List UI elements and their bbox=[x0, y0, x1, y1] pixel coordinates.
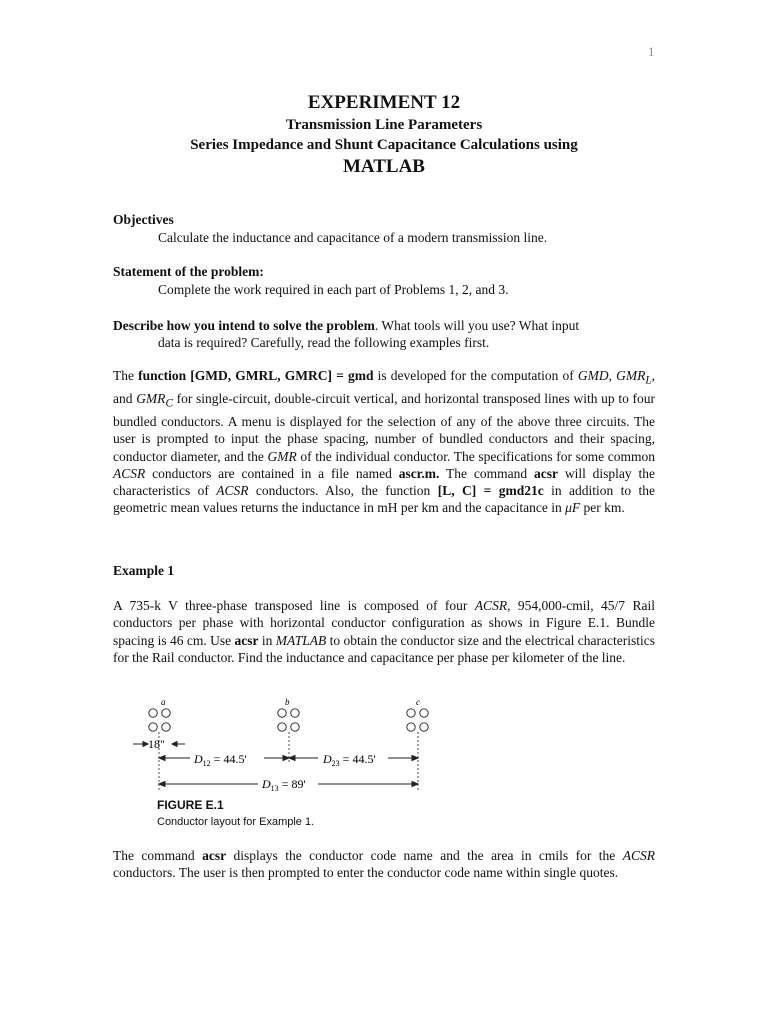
describe-paragraph bbox=[113, 317, 655, 352]
phase-label-c: c bbox=[416, 697, 420, 707]
d13-label: $D_{13} = 89'$ bbox=[262, 777, 306, 793]
subtitle-2: Series Impedance and Shunt Capacitance Calculations using bbox=[190, 137, 578, 153]
experiment-title: EXPERIMENT 12 bbox=[307, 92, 461, 113]
example-paragraph: A 735-k V three-phase transposed line is composed of four ACSR, 954,000-cmil, 45/7 Rail conductors per phase with horizontal conductor configuration as shows in Figure E.1. Bundle spacing is 46 cm. Use acsr in MATLAB to obtain the conductor size and the electrical characteristics for the Rail conductor. Find the inductance and capacitance per phase per kilometer of the line. bbox=[113, 598, 656, 665]
function-paragraph: The function [GMD, GMRL, GMRC] = gmd is developed for the computation of GMD, $GMR_L$, and $GMR_C$ for single-circuit, double-circuit vertical, and horizontal transposed lines with up to four bundled conductors. A menu is displayed for the selection of any of the above three circuits. The user is prompted to input the phase spacing, number of bundled conductors and their spacing, conductor diameter, and the GMR of the individual conductor. The specifications for some common ACSR conductors are contained in a file named ascr.m. The command acsr will display the characteristics of ACSR conductors. Also, the function [L, C] = gmd21c in addition to the geometric mean values returns the inductance in mH per km and the capacitance in μF per km. bbox=[113, 368, 656, 516]
statement-heading: Statement of the problem: bbox=[113, 264, 264, 279]
example-heading: Example 1 bbox=[113, 563, 175, 578]
conductor-bundle-c bbox=[407, 709, 428, 731]
describe-text-1: . What tools will you use? What input bbox=[374, 318, 580, 333]
page-number: 1 bbox=[648, 44, 655, 59]
phase-label-a: a bbox=[161, 697, 166, 707]
file-name: ascr.m. bbox=[398, 465, 440, 481]
d12-label: $D_{12} = 44.5'$ bbox=[194, 752, 247, 768]
subtitle-3: MATLAB bbox=[343, 156, 425, 177]
conductor-bundle-a bbox=[149, 709, 170, 731]
figure-subcaption: Conductor layout for Example 1. bbox=[157, 816, 315, 828]
objectives-heading: Objectives bbox=[113, 212, 174, 227]
conductor-layout-figure bbox=[130, 692, 450, 802]
describe-bold: Describe how you intend to solve the problem bbox=[113, 318, 375, 333]
gmd-function-signature: function [GMD, GMRL, GMRC] = gmd bbox=[138, 368, 374, 383]
d23-label: $D_{23} = 44.5'$ bbox=[323, 752, 376, 768]
gmd21c-signature: [L, C] = gmd21c bbox=[437, 483, 544, 499]
describe-text-2: data is required? Carefully, read the following examples first. bbox=[158, 335, 490, 351]
statement-text: Complete the work required in each part of Problems 1, 2, and 3. bbox=[158, 282, 509, 297]
objectives-text: Calculate the inductance and capacitance of a modern transmission line. bbox=[158, 230, 548, 245]
subtitle-1: Transmission Line Parameters bbox=[285, 117, 483, 133]
closing-paragraph: The command acsr displays the conductor code name and the area in cmils for the ACSR conductors. The user is then prompted to enter the conductor code name within single quotes. bbox=[113, 848, 655, 881]
conductor-bundle-b bbox=[278, 709, 299, 731]
phase-label-b: b bbox=[285, 697, 290, 707]
bundle-spacing-label: 18" bbox=[148, 737, 165, 751]
figure-caption: FIGURE E.1 bbox=[157, 798, 224, 812]
